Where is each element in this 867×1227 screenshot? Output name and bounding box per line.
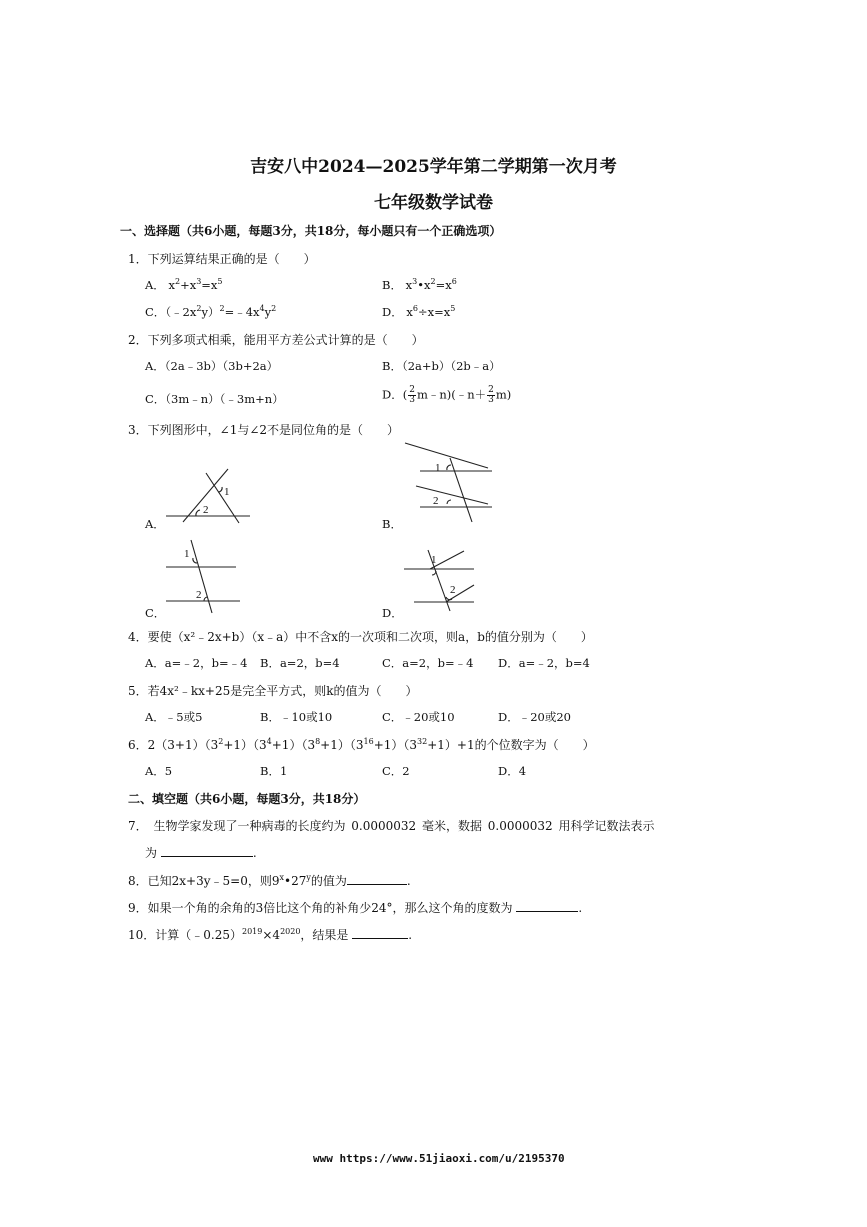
fraction: $\frac{2}{3}$ — [488, 385, 494, 405]
question-5-stem: 5．若4x²﹣kx+25是完全平方式，则k的值为（ ） — [128, 684, 418, 698]
question-6-option-a: A．5 — [145, 764, 173, 778]
question-6-option-b: B．1 — [260, 764, 288, 778]
question-10: 10．计算$(﹣0.25)^{2019}\times 4^{2020}$，结果是 . — [128, 927, 413, 942]
question-3-option-d: D． — [382, 606, 403, 620]
question-10-text: 10．计算（﹣0.25） — [128, 928, 242, 942]
question-6-option-c: C．2 — [382, 764, 410, 778]
fraction: $\frac{2}{3}$ — [409, 385, 415, 405]
question-2-stem: 2．下列多项式相乘，能用平方差公式计算的是（ ） — [128, 333, 424, 347]
question-6-stem-text: 6．2（3+1）（3 — [128, 738, 219, 752]
question-8: 8．已知2x+3y﹣5=0，则9$^x$•27$^y$的值为 . — [128, 873, 411, 888]
question-8-text: 8．已知2x+3y﹣5=0，则9 — [128, 874, 280, 888]
angle-label-1: 1 — [224, 486, 230, 498]
question-10-text: ，结果是 — [300, 928, 349, 942]
question-9-text: 9．如果一个角的余角的3倍比这个角的补角少24°，那么这个角的度数为 — [128, 901, 513, 915]
question-4-stem: 4．要使（x²﹣2x+b）（x﹣a）中不含x的一次项和二次项，则a，b的值分别为（ ） — [128, 630, 593, 644]
question-6-option-d: D．4 — [498, 764, 527, 778]
question-6-stem: 6．$2(3+1)(3^2+1)(3^4+1)(3^8+1)(3^{16}+1)(3^{32}+1)+1$的个位数字为（ ） — [128, 737, 595, 752]
angle-label-1: 1 — [431, 554, 437, 566]
question-1-option-a: A． $x^2+x^3=x^5$ — [145, 277, 223, 292]
question-3-option-b: B． — [382, 517, 402, 531]
question-2-option-a: A．（2a﹣3b）（3b+2a） — [145, 359, 279, 373]
footer-url[interactable]: www https://www.51jiaoxi.com/u/2195370 — [313, 1152, 565, 1165]
question-9: 9．如果一个角的余角的3倍比这个角的补角少24°，那么这个角的度数为 . — [128, 901, 583, 915]
figure-3a — [160, 465, 255, 525]
question-4-option-d: D．a=﹣2，b=4 — [498, 656, 590, 670]
option-label: D． — [382, 387, 403, 402]
question-3-stem: 3．下列图形中，∠1与∠2不是同位角的是（ ） — [128, 423, 400, 437]
question-5-option-d: D．﹣20或20 — [498, 710, 571, 724]
exam-title: 吉安八中2024—2025学年第二学期第一次月考 — [250, 157, 617, 177]
figure-3b — [400, 440, 495, 525]
angle-label-2: 2 — [450, 584, 456, 596]
angle-label-1: 1 — [435, 462, 441, 474]
option-label: C． — [145, 305, 166, 319]
section-1-heading: 一、选择题（共6小题，每题3分，共18分，每小题只有一个正确选项） — [120, 224, 502, 238]
angle-label-1: 1 — [184, 548, 190, 560]
question-4-option-c: C．a=2，b=﹣4 — [382, 656, 474, 670]
question-2-option-c: C．（3m﹣n）（﹣3m+n） — [145, 392, 284, 406]
figure-3c — [160, 535, 245, 615]
question-1-option-c: C．$(﹣2x^2y)^2=﹣4x^4y^2$ — [145, 304, 277, 319]
question-7-line-2: 为 . — [145, 846, 257, 860]
answer-blank[interactable] — [352, 926, 408, 939]
option-label: D． — [382, 305, 403, 319]
question-4-option-b: B．a=2，b=4 — [260, 656, 340, 670]
question-5-option-c: C．﹣20或10 — [382, 710, 455, 724]
question-3-option-a: A． — [145, 517, 165, 531]
question-2-option-b: B．（2a+b）（2b﹣a） — [382, 359, 501, 373]
question-1-option-b: B． $x^3•x^2=x^6$ — [382, 277, 457, 292]
question-4-option-a: A．a=﹣2，b=﹣4 — [145, 656, 248, 670]
answer-blank[interactable] — [347, 872, 407, 885]
question-2-option-d: D．( $\frac{2}{3}$ m﹣n)(﹣n＋ $\frac{2}{3}$ m) — [382, 385, 512, 405]
answer-blank[interactable] — [516, 899, 578, 912]
question-5-option-b: B．﹣10或10 — [260, 710, 333, 724]
exam-subtitle: 七年级数学试卷 — [374, 193, 493, 213]
question-7-prefix: 为 — [145, 846, 158, 860]
question-1-option-d: D． $x^6\div x=x^5$ — [382, 304, 456, 319]
question-5-option-a: A．﹣5或5 — [145, 710, 203, 724]
question-1-stem: 1．下列运算结果正确的是（ ） — [128, 252, 316, 266]
angle-label-2: 2 — [203, 504, 209, 516]
question-10-text: ×4 — [262, 928, 281, 942]
section-2-heading: 二、填空题（共6小题，每题3分，共18分） — [128, 792, 366, 806]
option-label: A． — [145, 278, 165, 292]
question-8-text: •27 — [283, 874, 307, 888]
angle-label-2: 2 — [196, 589, 202, 601]
question-3-option-c: C． — [145, 606, 166, 620]
question-8-text: 的值为 — [310, 874, 347, 888]
angle-label-2: 2 — [433, 495, 439, 507]
option-label: B． — [382, 278, 402, 292]
question-7-line-1: 7． 生物学家发现了一种病毒的长度约为 0.0000032 毫米，数据 0.0000032 用科学记数法表示 — [128, 819, 655, 833]
answer-blank[interactable] — [161, 844, 253, 857]
figure-3d — [400, 545, 480, 615]
